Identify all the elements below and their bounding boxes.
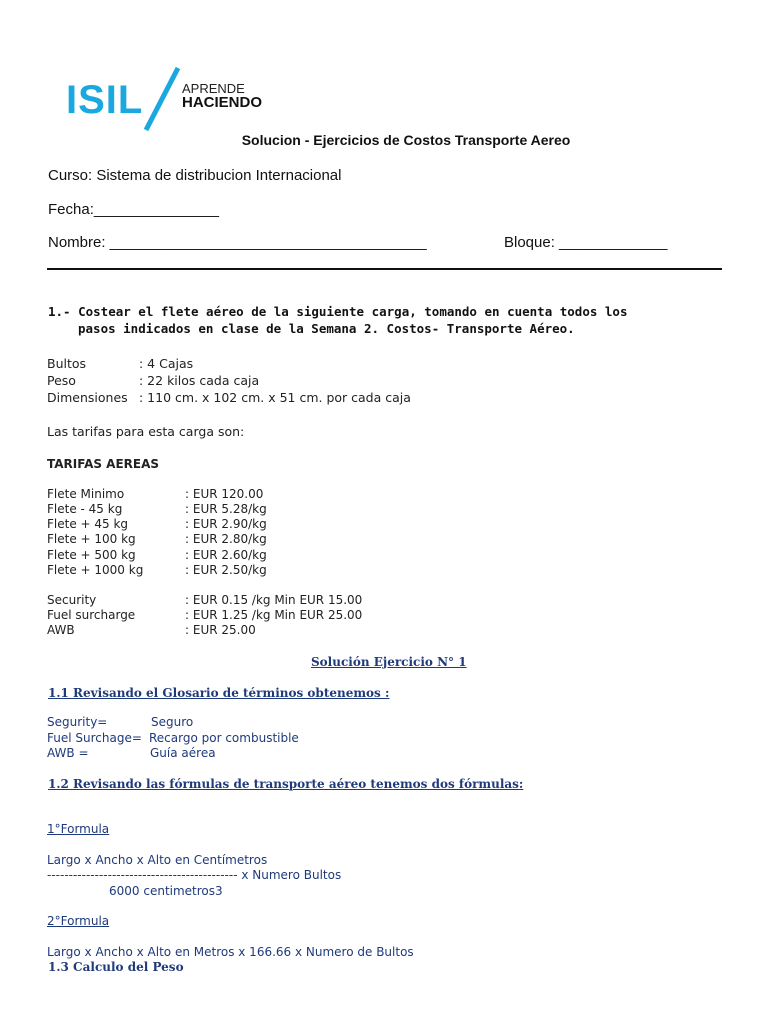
extra-label: Fuel surcharge	[47, 608, 136, 622]
cargo-value: : 110 cm. x 102 cm. x 51 cm. por cada caja	[139, 390, 411, 405]
cargo-value: : 4 Cajas	[139, 356, 194, 371]
cargo-label: Dimensiones	[47, 390, 128, 405]
section-1-3-heading: 1.3 Calculo del Peso	[48, 960, 184, 974]
glossary-term: AWB =	[47, 746, 89, 760]
logo-slash-icon	[142, 66, 182, 132]
solution-heading: Solución Ejercicio N° 1	[311, 655, 467, 669]
question-line-2: pasos indicados en clase de la Semana 2. Costos- Transporte Aéreo.	[78, 321, 575, 336]
formula-2-label: 2°Formula	[47, 914, 110, 928]
section-1-2-heading: 1.2 Revisando las fórmulas de transporte aéreo tenemos dos fórmulas:	[48, 777, 524, 791]
extra-value: : EUR 25.00	[185, 623, 256, 637]
tarifa-label: Flete + 1000 kg	[47, 563, 144, 577]
isil-logo	[66, 66, 266, 132]
formula-1-numerator: Largo x Ancho x Alto en Centímetros	[47, 853, 268, 867]
tarifa-label: Flete + 500 kg	[47, 548, 136, 562]
curso-field: Curso: Sistema de distribucion Internacional	[48, 167, 342, 184]
tarifa-value: : EUR 2.80/kg	[185, 532, 267, 546]
formula-1-dashes: -------------------------------------------- x Numero Bultos	[47, 868, 342, 882]
tarifa-label: Flete + 45 kg	[47, 517, 129, 531]
tarifas-intro: Las tarifas para esta carga son:	[47, 424, 245, 439]
glossary-term: Segurity=	[47, 715, 108, 729]
tarifa-value: : EUR 5.28/kg	[185, 502, 267, 516]
extra-label: AWB	[47, 623, 75, 637]
tarifas-heading: TARIFAS AEREAS	[47, 457, 160, 471]
logo-brand: ISIL	[66, 78, 144, 122]
logo-tagline-top: APRENDE	[182, 81, 245, 96]
tarifa-value: : EUR 120.00	[185, 487, 264, 501]
tarifa-value: : EUR 2.60/kg	[185, 548, 267, 562]
glossary-meaning: Seguro	[151, 715, 194, 729]
nombre-field: Nombre: ______________________________________	[48, 234, 427, 251]
extra-value: : EUR 1.25 /kg Min EUR 25.00	[185, 608, 363, 622]
formula-1-denominator: 6000 centimetros3	[109, 884, 223, 898]
logo-tagline-bottom: HACIENDO	[182, 94, 263, 111]
fecha-field: Fecha:_______________	[48, 201, 219, 218]
formula-1-label: 1°Formula	[47, 822, 110, 836]
cargo-label: Bultos	[47, 356, 87, 371]
cargo-value: : 22 kilos cada caja	[139, 373, 260, 388]
glossary-meaning: Guía aérea	[150, 746, 216, 760]
question-line-1: 1.- Costear el flete aéreo de la siguiente carga, tomando en cuenta todos los	[48, 304, 628, 319]
tarifa-label: Flete - 45 kg	[47, 502, 123, 516]
section-1-1-heading: 1.1 Revisando el Glosario de términos obtenemos :	[48, 686, 390, 700]
bloque-field: Bloque: _____________	[504, 234, 668, 251]
glossary-term: Fuel Surchage=	[47, 731, 142, 745]
tarifa-value: : EUR 2.90/kg	[185, 517, 267, 531]
document-title: Solucion - Ejercicios de Costos Transporte Aereo	[241, 132, 571, 148]
tarifa-label: Flete Minimo	[47, 487, 125, 501]
cargo-label: Peso	[47, 373, 76, 388]
extra-label: Security	[47, 593, 97, 607]
tarifa-value: : EUR 2.50/kg	[185, 563, 267, 577]
extra-value: : EUR 0.15 /kg Min EUR 15.00	[185, 593, 363, 607]
header-divider	[47, 268, 722, 270]
formula-2-text: Largo x Ancho x Alto en Metros x 166.66 x Numero de Bultos	[47, 945, 414, 959]
tarifa-label: Flete + 100 kg	[47, 532, 136, 546]
glossary-meaning: Recargo por combustible	[149, 731, 299, 745]
